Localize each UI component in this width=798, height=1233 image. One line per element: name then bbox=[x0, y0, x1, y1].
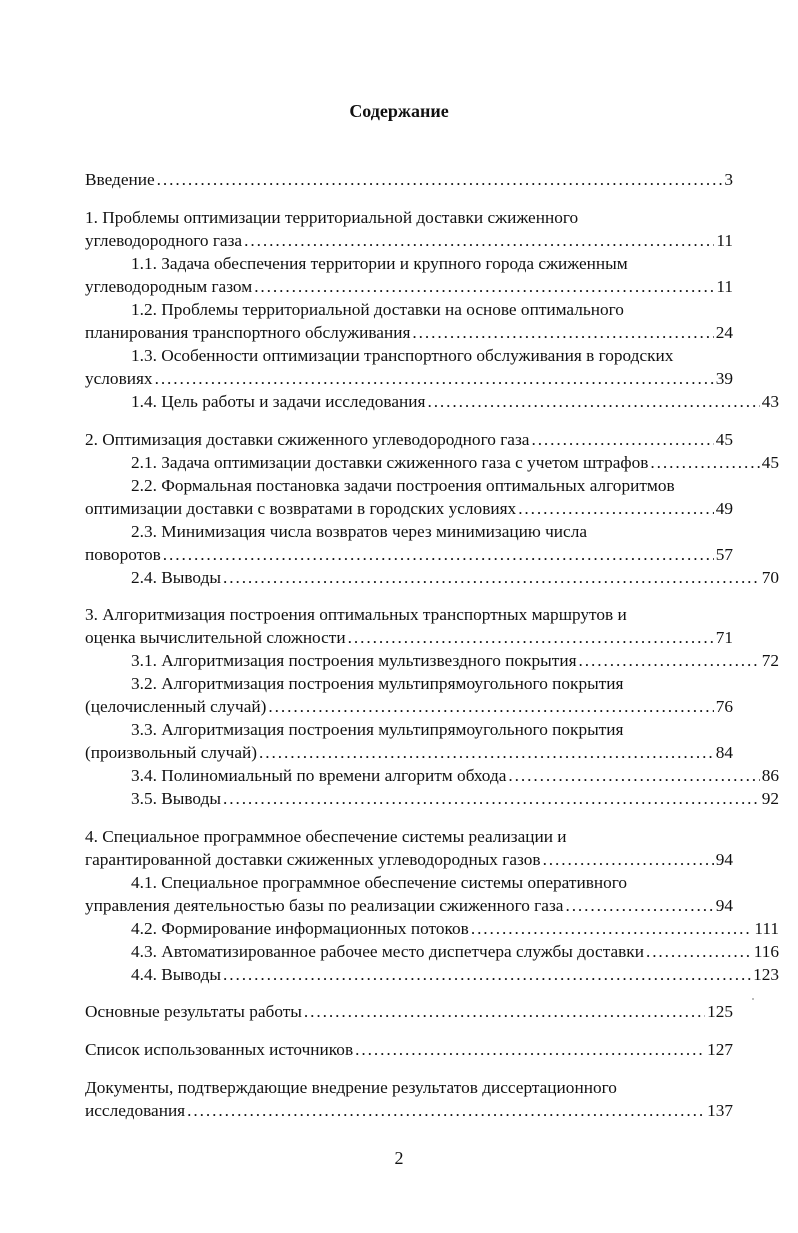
page-ref: 45 bbox=[715, 430, 733, 449]
toc-entry-s4-2: 4.2. Формирование информационных потоков . . . 111 bbox=[85, 917, 733, 941]
page-ref: 123 bbox=[753, 965, 779, 984]
toc-entry-s3-4: 3.4. Полиномиальный по времени алгоритм обхода . . . 86 bbox=[85, 764, 733, 788]
toc-entry-s2-4: 2.4. Выводы . . . 70 bbox=[85, 566, 733, 590]
toc-entry-s3-5: 3.5. Выводы . . . 92 bbox=[85, 787, 733, 811]
toc-entry-ch3: оценка вычислительной сложности . . . 71 bbox=[85, 626, 733, 650]
toc-entry-s4-1-line1: 4.1. Специальное программное обеспечение системы оперативного bbox=[131, 873, 628, 892]
toc-entry-ch1: углеводородного газа . . . 11 bbox=[85, 229, 733, 253]
toc-entry-s4-3: 4.3. Автоматизированное рабочее место диспетчера службы доставки . . . 116 bbox=[85, 940, 733, 964]
toc-entry-ch4: гарантированной доставки сжиженных углеводородных газов . . . 94 bbox=[85, 848, 733, 872]
page-ref: 84 bbox=[715, 743, 733, 762]
page-ref: 49 bbox=[715, 499, 733, 518]
toc-entry-s1-4: 1.4. Цель работы и задачи исследования . . . 43 bbox=[85, 390, 733, 414]
toc-entry-s2-2-line1: 2.2. Формальная постановка задачи построения оптимальных алгоритмов bbox=[131, 476, 675, 495]
page-ref: 70 bbox=[761, 568, 779, 587]
toc-entry-ch4-line1: 4. Специальное программное обеспечение системы реализации и bbox=[85, 827, 567, 846]
toc-entry-s1-1: углеводородным газом . . . 11 bbox=[85, 275, 733, 299]
toc-entry-docs-line1: Документы, подтверждающие внедрение результатов диссертационного bbox=[85, 1078, 617, 1097]
toc-entry-s3-1: 3.1. Алгоритмизация построения мультизвездного покрытия . . . 72 bbox=[85, 649, 733, 673]
page-ref: 39 bbox=[715, 369, 733, 388]
page-ref: 76 bbox=[715, 697, 733, 716]
toc-entry-s2-3-line1: 2.3. Минимизация числа возвратов через минимизацию числа bbox=[131, 522, 588, 541]
toc-entry-s4-1: управления деятельностью базы по реализации сжиженного газа . . . 94 bbox=[85, 894, 733, 918]
toc-entry-results: Основные результаты работы . . . 125 bbox=[85, 1000, 733, 1024]
toc-entry-ch2: 2. Оптимизация доставки сжиженного углеводородного газа . . . 45 bbox=[85, 428, 733, 452]
toc-entry-s1-2: планирования транспортного обслуживания . . . 24 bbox=[85, 321, 733, 345]
page-ref: 94 bbox=[715, 850, 733, 869]
page-ref: 71 bbox=[715, 628, 733, 647]
toc-entry-s3-3-line1: 3.3. Алгоритмизация построения мультипрямоугольного покрытия bbox=[131, 720, 624, 739]
toc-entry-docs: исследования . . . 137 bbox=[85, 1099, 733, 1123]
toc-entry-intro: Введение . . . 3 bbox=[85, 168, 733, 192]
page-ref: 24 bbox=[715, 323, 733, 342]
toc-entry-ch1-line1: 1. Проблемы оптимизации территориальной доставки сжиженного bbox=[85, 208, 579, 227]
page-ref: 125 bbox=[707, 1002, 733, 1021]
toc-entry-s1-2-line1: 1.2. Проблемы территориальной доставки на основе оптимального bbox=[131, 300, 624, 319]
page-ref: 94 bbox=[715, 896, 733, 915]
toc-entry-ch3-line1: 3. Алгоритмизация построения оптимальных транспортных маршрутов и bbox=[85, 605, 627, 624]
toc-entry-s3-2-line1: 3.2. Алгоритмизация построения мультипрямоугольного покрытия bbox=[131, 674, 624, 693]
toc-title: Содержание bbox=[349, 101, 449, 121]
page-ref: 92 bbox=[761, 789, 779, 808]
toc-entry-sources: Список использованных источников . . . 127 bbox=[85, 1038, 733, 1062]
page-ref: 45 bbox=[761, 453, 779, 472]
toc-entry-s1-3: условиях . . . 39 bbox=[85, 367, 733, 391]
page-ref: 111 bbox=[754, 919, 779, 938]
toc-entry-s4-4: 4.4. Выводы . . . 123 bbox=[85, 963, 733, 987]
page-ref: 137 bbox=[707, 1101, 733, 1120]
page-ref: 11 bbox=[716, 277, 733, 296]
page-ref: 86 bbox=[761, 766, 779, 785]
toc-entry-s3-3: (произвольный случай) . . . 84 bbox=[85, 741, 733, 765]
page-ref: 11 bbox=[716, 231, 733, 250]
scan-speck bbox=[752, 998, 754, 1000]
page-ref: 127 bbox=[707, 1040, 733, 1059]
page-ref: 57 bbox=[715, 545, 733, 564]
page-ref: 116 bbox=[753, 942, 779, 961]
toc-entry-s2-3: поворотов . . . 57 bbox=[85, 543, 733, 567]
toc-entry-s2-1: 2.1. Задача оптимизации доставки сжиженного газа с учетом штрафов . . . 45 bbox=[85, 451, 733, 475]
toc-entry-s1-3-line1: 1.3. Особенности оптимизации транспортного обслуживания в городских bbox=[131, 346, 674, 365]
page-ref: 43 bbox=[761, 392, 779, 411]
toc-entry-s1-1-line1: 1.1. Задача обеспечения территории и крупного города сжиженным bbox=[131, 254, 628, 273]
page-number: 2 bbox=[394, 1148, 404, 1168]
page-ref: 3 bbox=[724, 170, 733, 189]
toc-entry-s2-2: оптимизации доставки с возвратами в городских условиях . . . 49 bbox=[85, 497, 733, 521]
page-ref: 72 bbox=[761, 651, 779, 670]
toc-entry-s3-2: (целочисленный случай) . . . 76 bbox=[85, 695, 733, 719]
